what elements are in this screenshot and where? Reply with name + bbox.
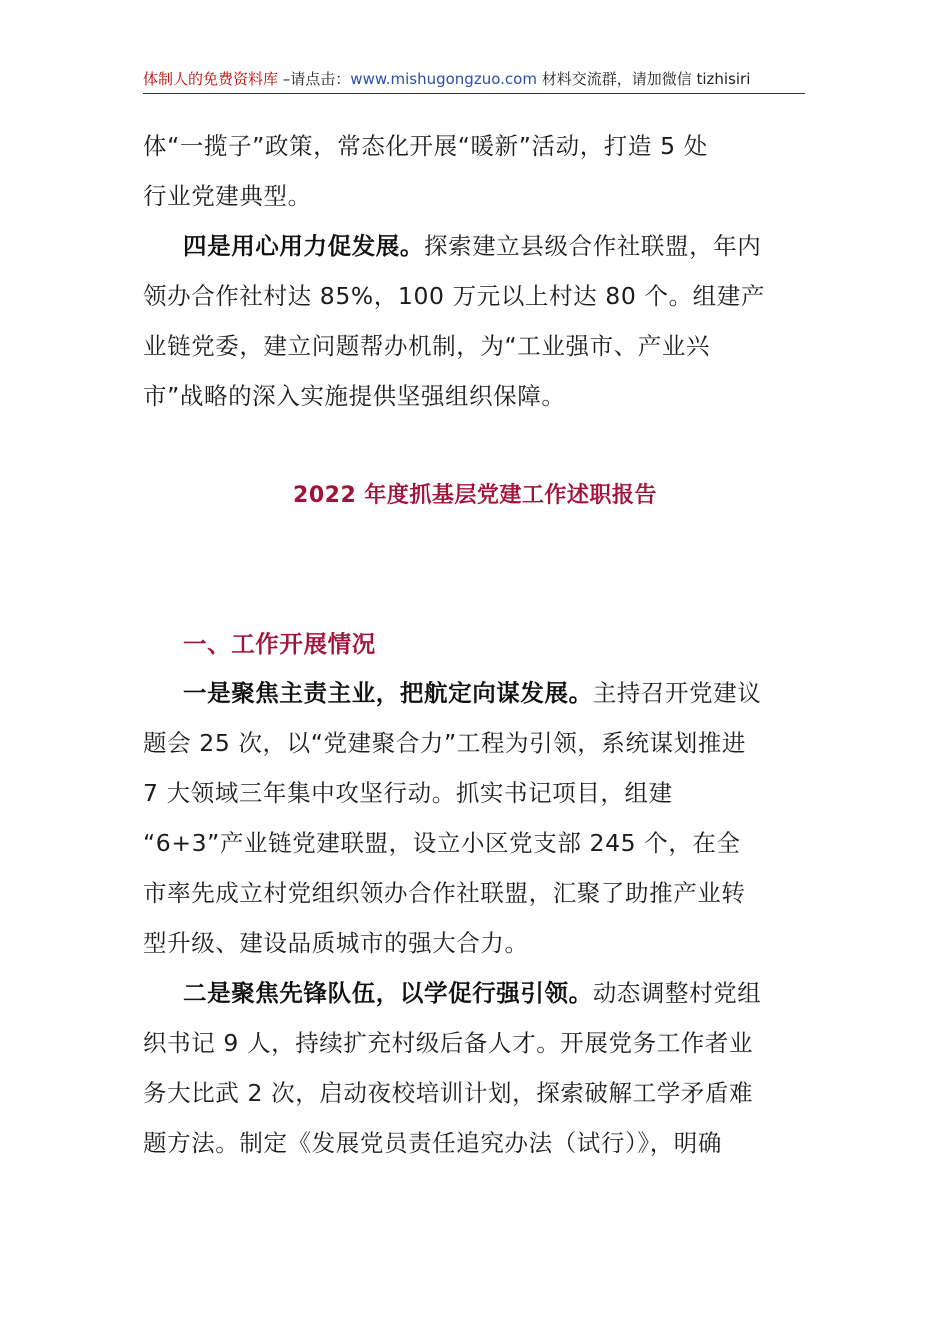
lead-rest: 主持召开党建议 [592, 679, 762, 707]
lead-phrase: 四是用心用力促发展。 [183, 232, 424, 260]
paragraph-point-two [143, 968, 808, 1168]
paragraph-continued [143, 121, 808, 221]
text-line: “6+3”产业链党建联盟，设立小区党支部 245 个，在全 [143, 829, 741, 857]
page-header [143, 66, 805, 94]
paragraph-point-one [143, 668, 808, 968]
text-line: 题方法。制定《发展党员责任追究办法（试行）》，明确 [143, 1129, 722, 1157]
text-line: 行业党建典型。 [143, 182, 312, 210]
text-line: 市率先成立村党组织领办合作社联盟，汇聚了助推产业转 [143, 879, 746, 907]
lead-phrase: 二是聚焦先锋队伍，以学促行强引领。 [183, 979, 593, 1007]
text-line: 务大比武 2 次，启动夜校培训计划，探索破解工学矛盾难 [143, 1079, 754, 1107]
first-line [143, 221, 808, 271]
lead-rest: 探索建立县级合作社联盟，年内 [424, 232, 762, 260]
text-line: 织书记 9 人，持续扩充村级后备人才。开展党务工作者业 [143, 1029, 754, 1057]
header-wechat-note: 材料交流群，请加微信 tizhisiri [536, 70, 751, 88]
first-line [143, 968, 808, 1018]
header-library-name: 体制人的免费资料库 [143, 70, 279, 88]
document-title: 2022 年度抓基层党建工作述职报告 [293, 483, 657, 508]
text-line: 业链党委，建立问题帮办机制，为“工业强市、产业兴 [143, 332, 711, 360]
text-line: 市”战略的深入实施提供坚强组织保障。 [143, 382, 566, 410]
text-line: 7 大领域三年集中攻坚行动。抓实书记项目，组建 [143, 779, 673, 807]
header-click-prompt: –请点击： [278, 70, 351, 88]
text-line: 体“一揽子”政策，常态化开展“暖新”活动，打造 5 处 [143, 132, 708, 160]
section-heading: 一、工作开展情况 [183, 630, 376, 658]
paragraph-point-four [143, 221, 808, 421]
text-line: 领办合作社村达 85%，100 万元以上村达 80 个。组建产 [143, 282, 765, 310]
header-website-link[interactable]: www.mishugongzuo.com [350, 70, 537, 88]
text-line: 型升级、建设品质城市的强大合力。 [143, 929, 529, 957]
lead-rest: 动态调整村党组 [592, 979, 762, 1007]
first-line [143, 668, 808, 718]
text-line: 题会 25 次，以“党建聚合力”工程为引领，系统谋划推进 [143, 729, 746, 757]
lead-phrase: 一是聚焦主责主业，把航定向谋发展。 [183, 679, 593, 707]
